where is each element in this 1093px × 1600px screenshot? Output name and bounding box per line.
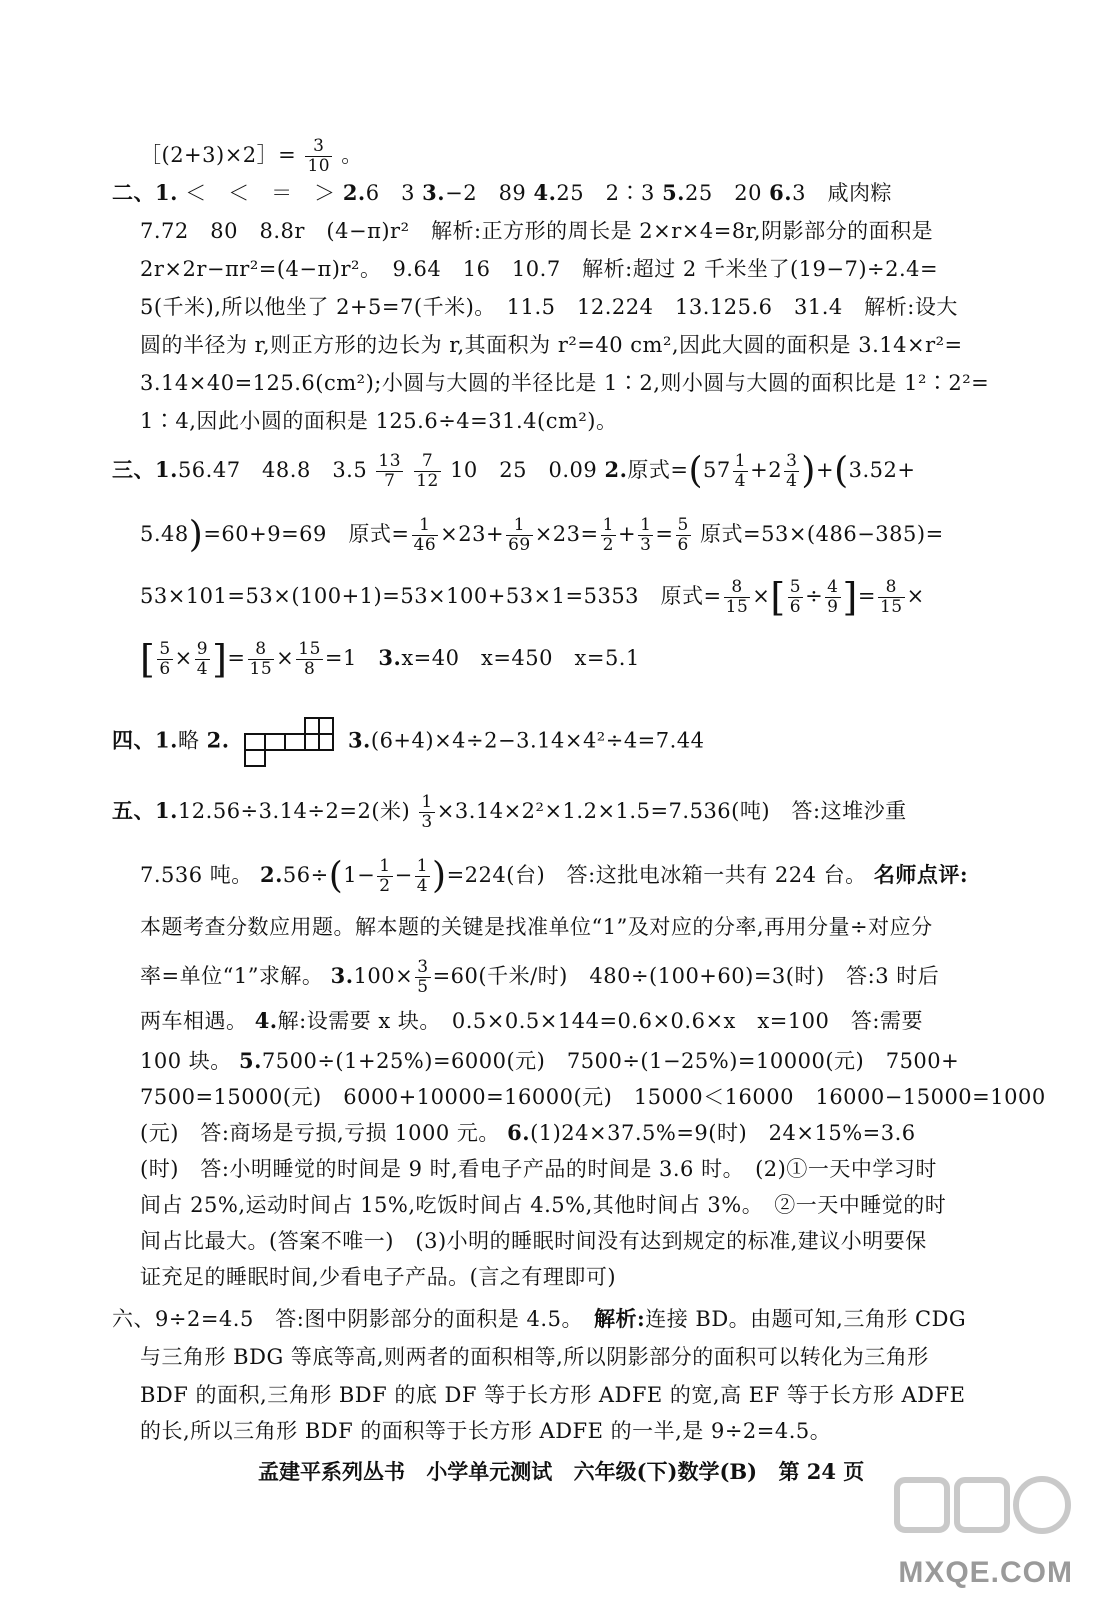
text: ×23= [534,522,599,546]
text: x=40 x=450 x=5.1 [401,646,640,670]
fraction: $\frac{5}{6}$ [789,577,802,617]
text: = [857,584,876,608]
fraction: $\frac{3}{10}$ [307,136,331,176]
text: 7500÷(1+25%)=6000(元) 7500÷(1−25%)=10000(元) 7500+ [261,1049,960,1073]
item-number: 5. [662,180,685,205]
text: −2 89 [445,181,527,205]
item-number: 3. [347,727,371,753]
text: 3 咸肉粽 [792,181,892,205]
series-name: 孟建平系列丛书 [258,1459,405,1484]
section-5-line-5 [140,1006,923,1036]
section-2-line-6: 3.14×40=125.6(cm²);小圆与大圆的半径比是 1∶2,则小圆与大圆的面积比是 1²∶2²= [140,371,990,395]
section-label: 二、 [112,180,155,205]
fraction: $\frac{8}{15}$ [249,639,273,679]
section-2-line-3: 2r×2r−πr²=(4−π)r²。 9.64 16 10.7 解析:超过 2 千米坐了(19−7)÷2.4= [140,257,939,281]
text: +2 [750,458,783,482]
section-label: 六、 [112,1307,155,1331]
fraction: $\frac{5}{6}$ [677,515,689,555]
text: = [655,522,674,546]
section-label: 五、 [112,798,155,823]
section-3-line-3 [140,575,925,620]
comment-label: 名师点评: [873,862,969,887]
fraction: $\frac{1}{3}$ [640,515,652,555]
fraction: $\frac{13}{7}$ [378,451,402,491]
text: ［(2+3)×2］= [140,143,297,167]
section-5-line-11: 间占比最大。(答案不唯一) (3)小明的睡眠时间没有达到规定的标准,建议小明要保 [140,1229,927,1253]
section-5-line-9: (时) 答:小明睡觉的时间是 9 时,看电子产品的时间是 3.6 时。 (2)①一天中学习时 [140,1157,937,1181]
text: 56÷ [282,863,329,887]
fraction: $\frac{8}{15}$ [879,577,903,617]
item-number: 3. [330,963,354,988]
section-5-line-2 [140,857,968,896]
section-5-line-12: 证充足的睡眠时间,少看电子产品。(言之有理即可) [140,1265,617,1289]
text: ×3.14×2²×1.2×1.5=7.536(吨) 答:这堆沙重 [436,799,907,823]
fraction: $\frac{1}{69}$ [508,515,531,555]
paren: ( [328,855,344,897]
item-number: 6. [507,1120,531,1145]
section-6-line-1 [112,1304,966,1334]
section-2-line-7: 1∶4,因此小圆的面积是 125.6÷4=31.4(cm²)。 [140,409,618,433]
section-2-line-4: 5(千米),所以他坐了 2+5=7(千米)。 11.5 12.224 13.125.6 31.4 解析:设大 [140,295,958,319]
section-2-line-1 [112,178,892,208]
item-number: 2. [604,457,628,482]
section-3-line-2 [140,516,944,555]
item-number: 1. [155,180,178,205]
page-footer [258,1456,878,1486]
section-3-line-4 [140,637,640,682]
fraction: $\frac{1}{46}$ [413,515,437,555]
section-5-line-8 [140,1118,916,1148]
text: 100 块。 [140,1049,232,1073]
section-2-line-5: 圆的半径为 r,则正方形的边长为 r,其面积为 r²=40 cm²,因此大圆的面积是 3.14×r²= [140,333,963,357]
text: 25 2∶3 [556,181,655,205]
item-number: 2. [206,727,230,753]
text: ÷ [805,584,824,608]
fraction: $\frac{1}{4}$ [416,856,429,896]
text: × [276,646,295,670]
text: ×23+ [440,522,505,546]
item-number: 3. [378,645,402,670]
text: (6+4)×4÷2−3.14×4²÷4=7.44 [370,728,705,753]
item-number: 3. [422,180,446,205]
text: 7.536 吨。 [140,863,253,887]
section-5-line-10: 间占 25%,运动时间占 15%,吃饭时间占 4.5%,其他时间占 3%。 ②一天中睡觉的时 [140,1193,947,1217]
fraction: $\frac{1}{2}$ [602,515,614,555]
text: 9÷2=4.5 答:图中阴影部分的面积是 4.5。 [155,1307,594,1331]
text: 解:设需要 x 块。 0.5×0.5×144=0.6×0.6×x x=100 答:需要 [277,1009,923,1033]
item-number: 1. [155,457,178,482]
section-5-line-7: 7500=15000(元) 6000+10000=16000(元) 15000＜16000 16000−15000=1000 [140,1085,1046,1109]
item-number: 2. [259,862,283,887]
text: 6 3 [365,181,415,205]
fraction: $\frac{4}{9}$ [827,577,839,617]
text: 略 [177,728,200,753]
fraction: $\frac{9}{4}$ [196,639,209,679]
fraction: $\frac{1}{3}$ [421,792,433,832]
fraction: $\frac{15}{8}$ [298,639,321,679]
fraction: $\frac{3}{4}$ [786,451,798,491]
section-6-line-4: 的长,所以三角形 BDF 的面积等于长方形 ADFE 的一半,是 9÷2=4.5。 [140,1419,832,1443]
paren: ( [834,450,849,492]
text: =60+9=69 原式= [203,522,410,546]
text: 连接 BD。由题可知,三角形 CDG [645,1307,967,1331]
text: 1− [343,863,376,887]
item-number: 6. [769,180,793,205]
page-number: 第 24 页 [778,1459,865,1484]
fraction: $\frac{7}{12}$ [416,451,439,491]
section-label: 三、 [112,457,155,482]
cube-net-figure [241,716,337,768]
text: ＜ ＜ ＝ ＞ [185,181,336,205]
text: 3.52+ [848,458,916,482]
text: × [174,646,193,670]
item-number: 1. [155,727,178,753]
bracket: ] [212,637,228,682]
section-label: 四、 [112,727,155,753]
text: (1)24×37.5%=9(时) 24×15%=3.6 [530,1121,916,1145]
text: 100× [353,964,414,988]
item-number: 5. [238,1048,262,1073]
analysis-label: 解析: [593,1306,646,1331]
text: 25 20 [685,181,762,205]
section-2-line-2: 7.72 80 8.8r (4−π)r² 解析:正方形的周长是 2×r×4=8r,阴影部分的面积是 [140,219,934,243]
text: − [394,863,413,887]
text: 12.56÷3.14÷2=2(米) [177,799,411,823]
bracket: ] [842,575,858,620]
text: + [617,522,637,546]
text: 原式=53×(486−385)= [700,522,944,546]
item-number: 1. [155,798,178,823]
text: = [227,646,246,670]
text: 原式= [627,458,689,482]
section-5-line-6 [140,1046,959,1076]
bracket: [ [140,637,156,682]
paren: ( [688,450,704,492]
text: × [906,584,925,608]
text: 57 [703,458,731,482]
watermark-text: MXQE.COM [898,1556,1073,1589]
section-5-line-1 [112,793,907,832]
text: 56.47 48.8 3.5 [177,458,368,482]
text: 5.48 [140,522,189,546]
text: 53×101=53×(100+1)=53×100+53×1=5353 原式= [140,584,722,608]
fraction: $\frac{8}{15}$ [725,577,749,617]
item-number: 4. [254,1008,278,1033]
paren: ) [188,514,204,556]
text: 两车相遇。 [140,1009,248,1033]
fraction: $\frac{1}{4}$ [734,451,747,491]
fraction: $\frac{3}{5}$ [417,957,429,997]
item-number: 2. [342,180,366,205]
section-3-line-1 [112,452,915,491]
text: =60(千米/时) 480÷(100+60)=3(时) 答:3 时后 [432,964,940,988]
text: =1 [324,646,379,670]
answer-line-1 [140,137,363,176]
text: × [752,584,771,608]
book-title: 小学单元测试 [426,1459,553,1484]
text: =224(台) 答:这批电冰箱一共有 224 台。 [446,863,867,887]
text: 10 25 0.09 [450,458,598,482]
item-number: 4. [533,180,557,205]
section-5-line-4 [140,958,939,997]
paren: ) [432,855,447,897]
section-5-line-3: 本题考查分数应用题。解本题的关键是找准单位“1”及对应的分率,再用分量÷对应分 [140,915,933,939]
paren: ) [801,450,816,492]
section-4-line-1 [112,716,705,768]
fraction: $\frac{5}{6}$ [159,639,171,679]
fraction: $\frac{1}{2}$ [379,856,391,896]
section-6-line-2: 与三角形 BDG 等底等高,则两者的面积相等,所以阴影部分的面积可以转化为三角形 [140,1345,929,1369]
text: 率=单位“1”求解。 [140,964,324,988]
text: (元) 答:商场是亏损,亏损 1000 元。 [140,1121,500,1145]
text: + [815,458,835,482]
section-6-line-3: BDF 的面积,三角形 BDF 的底 DF 等于长方形 ADFE 的宽,高 EF 等于长方形 ADFE [140,1383,966,1407]
text: 。 [341,143,363,167]
bracket: [ [770,575,786,620]
grade-subject: 六年级(下)数学(B) [573,1459,758,1484]
